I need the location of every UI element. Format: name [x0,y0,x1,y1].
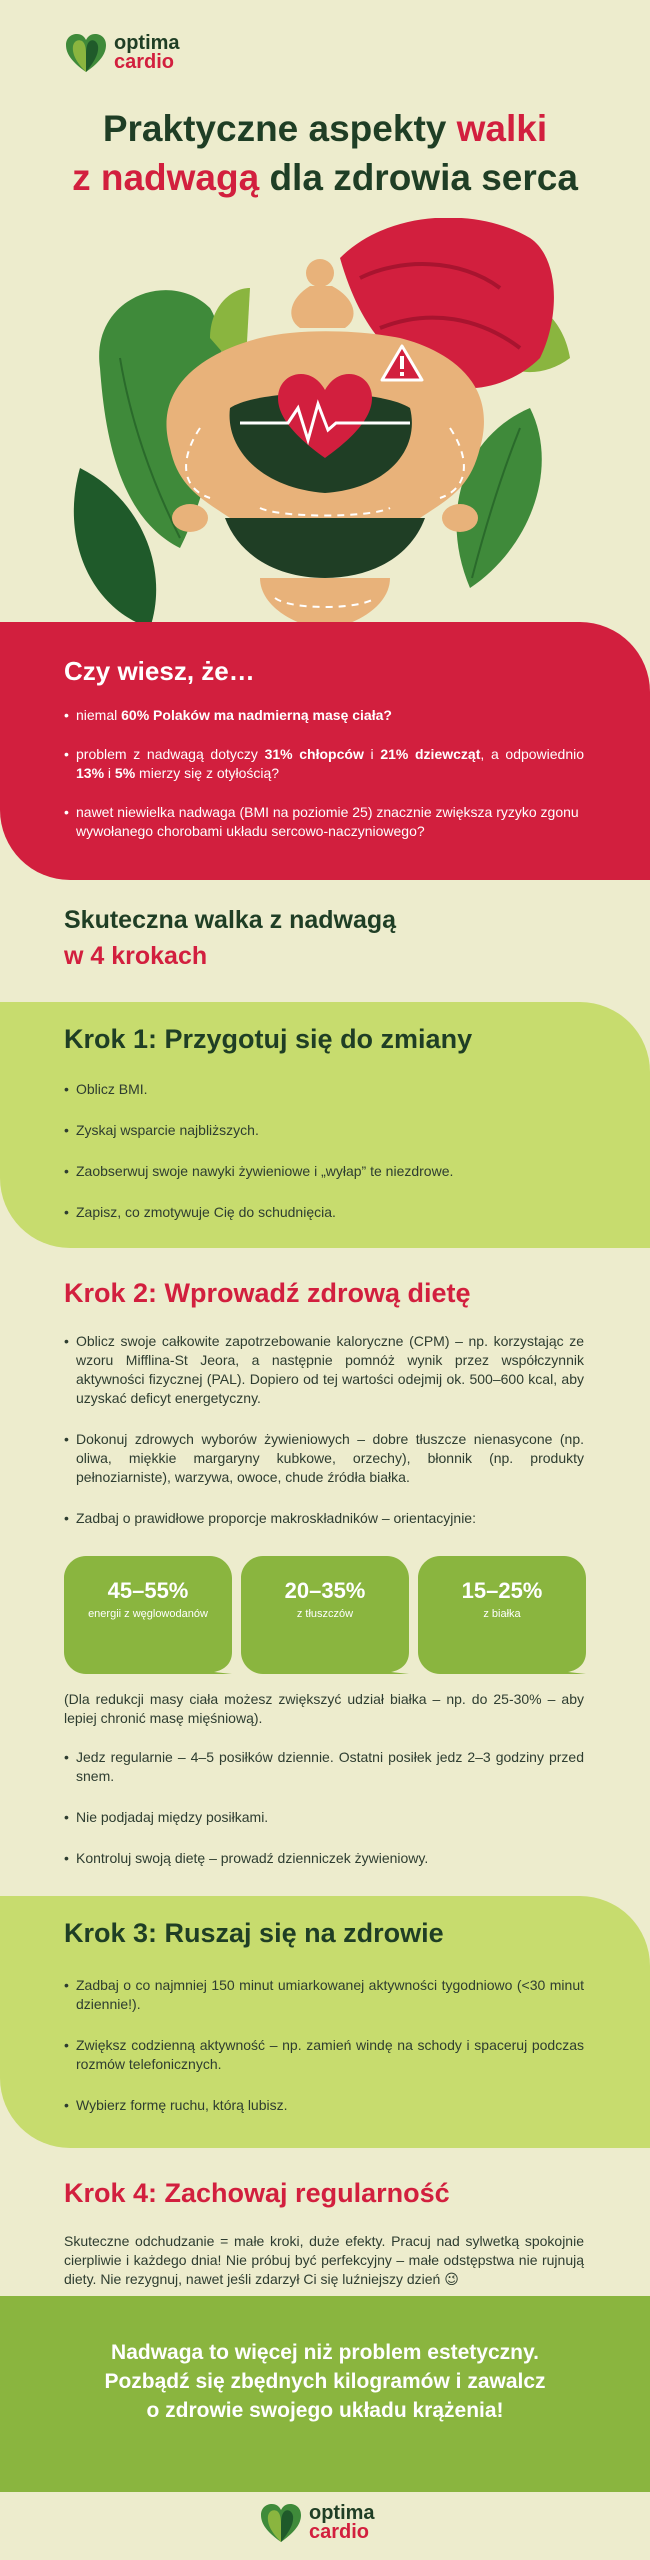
did-you-know-box [0,622,650,880]
protein-note: (Dla redukcji masy ciała możesz zwiększyć udział białka – np. do 25-30% – aby lepiej chronić masę mięśniową). [64,1691,584,1726]
list-item: • Zwiększ codzienną aktywność – np. zamień windę na schody i spaceruj podczas rozmów telefonicznych. [64,2036,584,2074]
macro-percent: 45–55% [107,1578,189,1603]
list-item: • Wybierz formę ruchu, którą lubisz. [64,2096,584,2115]
macro-bubbles [64,1556,586,1676]
logo-line1: optima [114,32,180,54]
macro-percent: 15–25% [461,1578,543,1603]
step1-heading: Krok 1: Przygotuj się do zmiany [64,1024,473,1054]
heart-leaf-icon [259,2502,303,2544]
list-item: • Kontroluj swoją dietę – prowadź dzienniczek żywieniowy. [64,1849,584,1868]
step4-heading: Krok 4: Zachowaj regularność [64,2178,450,2208]
list-item: • Zadbaj o prawidłowe proporcje makroskładników – orientacyjnie: [64,1509,584,1528]
macro-label: z tłuszczów [296,1608,354,1620]
logo-line2: cardio [309,2521,370,2543]
page-title: Praktyczne aspekty walki z nadwagą dla zdrowia serca [72,108,578,198]
macro-bubble-protein [418,1556,586,1674]
macro-label: energii z węglowodanów [88,1608,208,1620]
list-item: • problem z nadwagą dotyczy 31% chłopców i 21% dziewcząt, a odpowiednio 13% i 5% mierzy się z otyłością? [64,745,584,783]
list-item: • Dokonuj zdrowych wyborów żywieniowych – dobre tłuszcze nienasycone (np. oliwa, miękkie margaryny kubkowe, orzechy), błonnik (np. produkty pełnoziarniste), warzywa, owoce, chude źródła białka. [64,1430,584,1487]
list-item: • Nie podjadaj między posiłkami. [64,1808,584,1827]
hero-illustration [60,218,590,638]
step3-box [0,1896,650,2148]
step3-list [64,1976,584,2137]
macro-bubble-fat [241,1556,409,1674]
macro-percent: 20–35% [284,1578,366,1603]
list-item: • Jedz regularnie – 4–5 posiłków dziennie. Ostatni posiłek jedz 2–3 godziny przed snem. [64,1748,584,1786]
step4-text: Skuteczne odchudzanie = małe kroki, duże efekty. Pracuj nad sylwetką spokojnie cierpliwie i każdego dnia! Nie próbuj być perfekcyjny – małe odstępstwa nie rujnują diety. Nie rezygnuj, nawet jeśli zdarzył Ci się luźniejszy dzień 😉 [64,2233,584,2287]
closing-message: Nadwaga to więcej niż problem estetyczny. Pozbądź się zbędnych kilogramów i zawalcz o zdrowie swojego układu krążenia! [104,2341,546,2422]
macro-label: z białka [483,1608,521,1620]
step2-list [64,1332,584,1550]
macro-bubble-carbs [64,1556,232,1674]
did-you-know-heading: Czy wiesz, że… [64,656,255,686]
step4-box [0,2166,650,2292]
section-title: Skuteczna walka z nadwagą w 4 krokach [64,906,397,970]
closing-banner [0,2296,650,2492]
step2-heading: Krok 2: Wprowadź zdrową dietę [64,1278,471,1308]
did-you-know-list [64,706,584,861]
list-item: • Zaobserwuj swoje nawyki żywieniowe i „wyłap” te niezdrowe. [64,1162,584,1181]
step3-heading: Krok 3: Ruszaj się na zdrowie [64,1918,444,1948]
list-item: • Zadbaj o co najmniej 150 minut umiarkowanej aktywności tygodniowo (<30 minut dziennie!). [64,1976,584,2014]
step1-list [64,1080,584,1244]
list-item: • Zapisz, co zmotywuje Cię do schudnięcia. [64,1203,584,1222]
logo-line1: optima [309,2502,375,2524]
list-item: • nawet niewielka nadwaga (BMI na poziomie 25) znacznie zwiększa ryzyko zgonu wywołanego chorobami układu sercowo-naczyniowego? [64,803,584,841]
step2-list2 [64,1748,584,1890]
brand-logo-footer [259,2502,375,2544]
list-item: • Zyskaj wsparcie najbliższych. [64,1121,584,1140]
brand-logo [64,32,180,74]
list-item: • niemal 60% Polaków ma nadmierną masę ciała? [64,706,584,725]
step2-list-continued [0,1748,650,1868]
heart-leaf-icon [64,32,108,74]
step1-box [0,1002,650,1248]
list-item: • Oblicz BMI. [64,1080,584,1099]
list-item: • Oblicz swoje całkowite zapotrzebowanie kaloryczne (CPM) – np. korzystając ze wzoru Mifflina-St Jeora, a następnie pomnóż wynik przez współczynnik aktywności fizycznej (PAL). Dopiero od tej wartości odejmij ok. 500–600 kcal, aby uzyskać deficyt energetyczny. [64,1332,584,1408]
logo-line2: cardio [114,51,175,73]
